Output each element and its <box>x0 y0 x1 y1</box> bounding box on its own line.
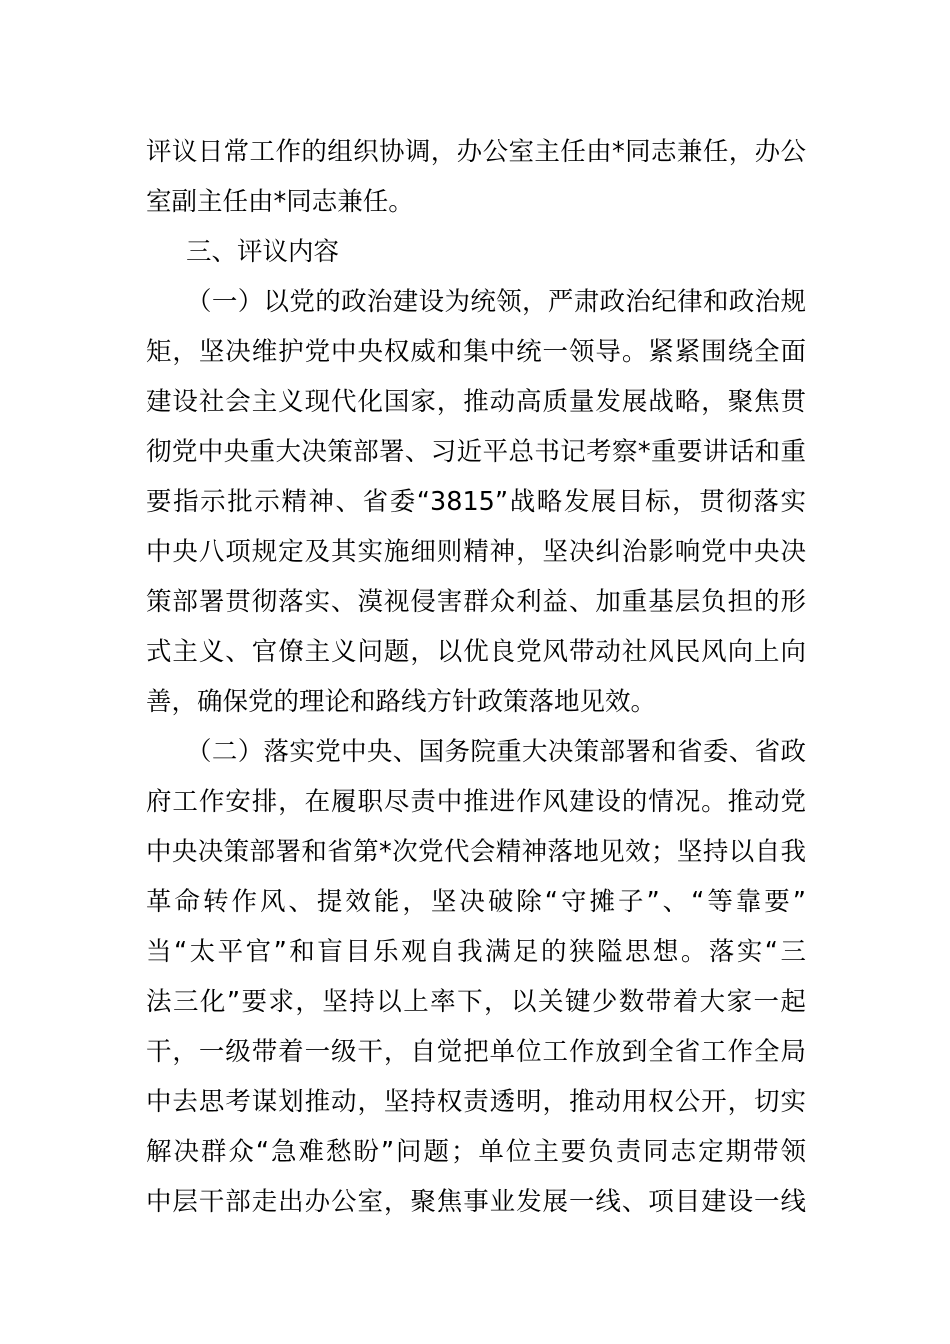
text-line: 中去思考谋划推动，坚持权责透明，推动用权公开，切实 <box>146 1087 806 1117</box>
text-line: 室副主任由*同志兼任。 <box>146 187 414 217</box>
text-line: 彻党中央重大决策部署、习近平总书记考察*重要讲话和重 <box>146 437 806 467</box>
text-line: 矩，坚决维护党中央权威和集中统一领导。紧紧围绕全面 <box>146 337 806 367</box>
text-line: 中央决策部署和省第*次党代会精神落地见效；坚持以自我 <box>146 837 806 867</box>
paragraph-first-line: （二）落实党中央、国务院重大决策部署和省委、省政 <box>186 737 806 767</box>
text-line: 法三化”要求，坚持以上率下，以关键少数带着大家一起 <box>146 987 806 1017</box>
text-line: 中央八项规定及其实施细则精神，坚决纠治影响党中央决 <box>146 537 806 567</box>
text-line: 建设社会主义现代化国家，推动高质量发展战略，聚焦贯 <box>146 387 806 417</box>
text-line: 要指示批示精神、省委“3815”战略发展目标，贯彻落实 <box>146 487 806 517</box>
text-line: 解决群众“急难愁盼”问题；单位主要负责同志定期带领 <box>146 1137 806 1167</box>
text-line: 当“太平官”和盲目乐观自我满足的狭隘思想。落实“三 <box>146 937 806 967</box>
text-line: 中层干部走出办公室，聚焦事业发展一线、项目建设一线 <box>146 1187 806 1217</box>
text-line: 干，一级带着一级干，自觉把单位工作放到全省工作全局 <box>146 1037 806 1067</box>
text-line: 府工作安排，在履职尽责中推进作风建设的情况。推动党 <box>146 787 806 817</box>
text-line: 善，确保党的理论和路线方针政策落地见效。 <box>146 687 657 717</box>
text-line: 策部署贯彻落实、漠视侵害群众利益、加重基层负担的形 <box>146 587 806 617</box>
paragraph-first-line: （一）以党的政治建设为统领，严肃政治纪律和政治规 <box>186 287 806 317</box>
text-line: 评议日常工作的组织协调，办公室主任由*同志兼任，办公 <box>146 137 806 167</box>
text-line: 式主义、官僚主义问题，以优良党风带动社风民风向上向 <box>146 637 806 667</box>
text-line: 革命转作风、提效能，坚决破除“守摊子”、“等靠要” <box>146 887 806 917</box>
section-heading: 三、评议内容 <box>186 237 340 267</box>
